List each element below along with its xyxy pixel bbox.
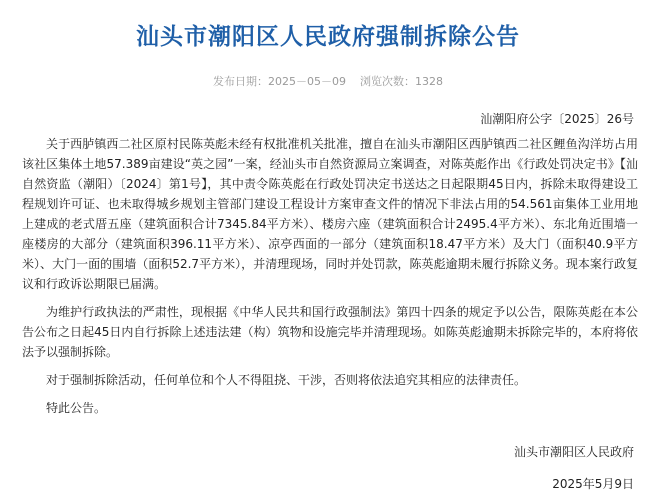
signature-date: 2025年5月9日: [552, 477, 634, 491]
article-meta: [0, 73, 656, 89]
paragraph: 为维护行政执法的严肃性，现根据《中华人民共和国行政强制法》第四十四条的规定予以公告，限陈英彪在本公告公布之日起45日内自行拆除上述违法建（构）筑物和设施完毕并清理现场。如陈英彪逾期未拆除完毕的，本府将依法予以强制拆除。: [22, 305, 638, 359]
paragraph: 关于西胪镇西二社区原村民陈英彪未经有权批准机关批准，擅自在汕头市潮阳区西胪镇西二社区鲤鱼沟洋坊占用该社区集体土地57.389亩建设“英之园”一案，经汕头市自然资源局立案调查，对陈英彪作出《行政处罚决定书》【汕自然资监（潮阳）〔2024〕第1号】，其中责令陈英彪在行政处罚决定书送达之日起限期45日内，拆除未取得建设工程规划许可证、也未取得城乡规划主管部门建设工程设计方案审查文件的情况下非法占用的54.561亩集体工业用地上建成的老式厝五座（建筑面积合计7345.84平方米）、楼房六座（建筑面积合计2495.4平方米）、东北角近围墙一座楼房的大部分（建筑面积396.11平方米）、凉亭西面的一部分（建筑面积18.47平方米）及大门（面积40.9平方米）、大门一面的围墙（面积52.7平方米），并清理现场，同时并处罚款，陈英彪逾期未履行拆除义务。现本案行政复议和行政诉讼期限已届满。: [22, 137, 638, 291]
views-count: 1328: [415, 75, 443, 88]
views-label: 浏览次数：: [360, 75, 415, 88]
article-body: [22, 134, 638, 426]
paragraph: 特此公告。: [46, 401, 107, 415]
document-number: 汕潮阳府公字〔2025〕26号: [480, 112, 634, 126]
publish-date-label: 发布日期：: [213, 75, 268, 88]
signature-organization: 汕头市潮阳区人民政府: [513, 445, 634, 459]
publish-date: 2025－05－09: [268, 75, 346, 88]
page-title: 汕头市潮阳区人民政府强制拆除公告: [136, 24, 520, 50]
paragraph: 对于强制拆除活动，任何单位和个人不得阻挠、干涉，否则将依法追究其相应的法律责任。: [46, 373, 527, 387]
